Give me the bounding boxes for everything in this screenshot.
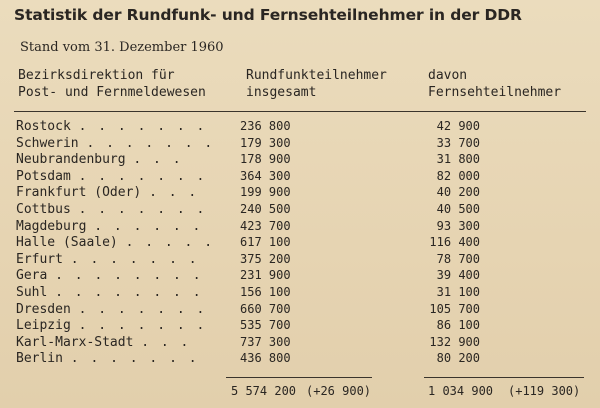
district-label: Berlin xyxy=(16,351,63,367)
district-name xyxy=(16,118,244,135)
header-tv-line2: Fernsehteilnehmer xyxy=(428,85,562,100)
leader-dots: . . . xyxy=(149,185,199,201)
tv-subscribers-cell: 132 900 xyxy=(429,334,480,349)
tv-subscribers-cell: 33 700 xyxy=(436,135,480,150)
tv-subscribers-cell: 31 100 xyxy=(436,285,480,299)
leader-dots: . . . xyxy=(141,334,191,350)
district-name xyxy=(16,267,244,284)
radio-subscribers-cell: 436 800 xyxy=(240,351,291,366)
district-label: Magdeburg xyxy=(16,218,87,234)
radio-subscribers-cell: 364 300 xyxy=(240,168,291,183)
district-name xyxy=(16,317,244,334)
tv-subscribers-cell: 105 700 xyxy=(429,301,480,316)
district-label: Neubrandenburg xyxy=(16,152,126,168)
leader-dots: . . . . . . . xyxy=(70,351,199,367)
tv-subscribers-cell: 78 700 xyxy=(436,251,480,266)
tv-subscribers-cell: 42 900 xyxy=(436,119,480,133)
district-label: Leipzig xyxy=(16,318,71,334)
district-label: Frankfurt (Oder) xyxy=(16,185,142,201)
total-radio-delta: (+26 900) xyxy=(306,384,372,398)
leader-dots: . . . . . . . xyxy=(70,251,199,267)
sum-divider-tv xyxy=(424,377,584,378)
table-row xyxy=(0,118,600,135)
total-tv: 1 034 900 xyxy=(428,384,494,398)
district-label: Erfurt xyxy=(16,251,63,267)
date-subtitle: Stand vom 31. Dezember 1960 xyxy=(20,40,224,55)
leader-dots: . . . . . . . xyxy=(78,119,207,134)
radio-subscribers-cell: 423 700 xyxy=(240,218,291,233)
table-row xyxy=(0,267,600,284)
district-name xyxy=(16,251,244,268)
header-radio-line1: Rundfunkteilnehmer xyxy=(246,68,387,83)
total-radio: 5 574 200 xyxy=(231,384,297,398)
leader-dots: . . . . . . . xyxy=(78,301,207,317)
leader-dots: . . . . . . . xyxy=(78,202,207,217)
radio-subscribers-cell: 240 500 xyxy=(240,202,291,216)
district-label: Cottbus xyxy=(16,202,71,217)
table-row xyxy=(0,201,600,218)
district-name xyxy=(16,218,244,235)
radio-subscribers-cell: 231 900 xyxy=(240,268,291,283)
table-row xyxy=(0,317,600,334)
district-name xyxy=(16,168,244,185)
tv-subscribers-cell: 116 400 xyxy=(429,235,480,250)
total-tv-delta: (+119 300) xyxy=(508,384,581,398)
radio-subscribers-cell: 535 700 xyxy=(240,318,291,333)
header-radio-line2: insgesamt xyxy=(246,85,317,100)
district-name xyxy=(16,284,244,301)
district-label: Rostock xyxy=(16,119,71,134)
leader-dots: . . . xyxy=(133,152,183,168)
tv-subscribers-cell: 39 400 xyxy=(436,268,480,283)
radio-subscribers-cell: 375 200 xyxy=(240,251,291,266)
district-name xyxy=(16,334,244,351)
tv-subscribers-cell: 40 200 xyxy=(436,185,480,200)
leader-dots: . . . . . . xyxy=(94,218,203,234)
radio-subscribers-cell: 660 700 xyxy=(240,301,291,316)
table-row xyxy=(0,350,600,367)
tv-subscribers-cell: 82 000 xyxy=(436,168,480,183)
radio-subscribers-cell: 178 900 xyxy=(240,152,291,167)
tv-subscribers-cell: 93 300 xyxy=(436,218,480,233)
page-title: Statistik der Rundfunk- und Fernsehteilnehmer in der DDR xyxy=(14,6,522,24)
radio-subscribers-cell: 617 100 xyxy=(240,235,291,250)
radio-subscribers-cell: 236 800 xyxy=(240,119,291,133)
table-row xyxy=(0,301,600,318)
table-row xyxy=(0,284,600,301)
district-label: Karl-Marx-Stadt xyxy=(16,334,134,350)
district-label: Suhl xyxy=(16,285,48,300)
leader-dots: . . . . . . . xyxy=(78,168,207,184)
radio-subscribers-cell: 179 300 xyxy=(240,135,291,150)
district-label: Dresden xyxy=(16,301,71,317)
district-name xyxy=(16,301,244,318)
table-row xyxy=(0,218,600,235)
leader-dots: . . . . . . . . xyxy=(55,285,203,300)
district-name xyxy=(16,350,244,367)
table-row xyxy=(0,151,600,168)
header-tv-line1: davon xyxy=(428,68,468,83)
district-label: Potsdam xyxy=(16,168,71,184)
district-name xyxy=(16,234,244,251)
header-divider xyxy=(14,111,586,112)
tv-subscribers-cell: 80 200 xyxy=(436,351,480,366)
district-label: Halle (Saale) xyxy=(16,235,118,251)
tv-subscribers-cell: 31 800 xyxy=(436,152,480,167)
header-district-line1: Bezirksdirektion für xyxy=(18,68,175,83)
district-label: Schwerin xyxy=(16,135,79,151)
district-name xyxy=(16,184,244,201)
leader-dots: . . . . . . . . xyxy=(55,268,203,284)
tv-subscribers-cell: 40 500 xyxy=(436,202,480,216)
table-row xyxy=(0,135,600,152)
district-name xyxy=(16,135,244,152)
radio-subscribers-cell: 737 300 xyxy=(240,334,291,349)
sum-divider-radio xyxy=(226,377,372,378)
radio-subscribers-cell: 156 100 xyxy=(240,285,291,299)
leader-dots: . . . . . . . xyxy=(78,318,207,334)
district-name xyxy=(16,151,244,168)
tv-subscribers-cell: 86 100 xyxy=(436,318,480,333)
table-row xyxy=(0,251,600,268)
header-district-line2: Post- und Fernmeldewesen xyxy=(18,85,206,100)
district-name xyxy=(16,201,244,218)
table-row xyxy=(0,234,600,251)
table-row xyxy=(0,334,600,351)
table-row xyxy=(0,184,600,201)
radio-subscribers-cell: 199 900 xyxy=(240,185,291,200)
district-label: Gera xyxy=(16,268,48,284)
leader-dots: . . . . . . . xyxy=(86,135,215,151)
leader-dots: . . . . . xyxy=(125,235,215,251)
table-row xyxy=(0,168,600,185)
